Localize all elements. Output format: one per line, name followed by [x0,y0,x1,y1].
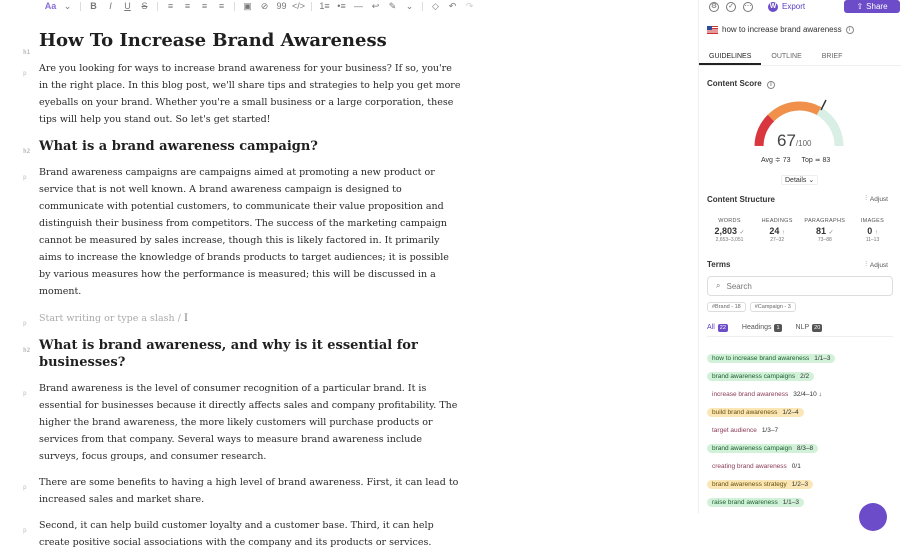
block-tag-label: p [23,174,27,181]
term-count: 0/1 [791,462,801,470]
term-chip: raise brand awareness 1/1–3 [707,498,804,507]
content-score-label: Content Score [707,79,762,88]
block-tag-label: h2 [23,148,31,155]
block-tag-label: p [23,70,27,77]
quote-icon[interactable]: 99 [276,1,287,11]
adjust-label: Adjust [869,261,888,269]
block-tag-label: p [23,527,27,534]
align-justify-icon[interactable]: ≡ [218,1,225,11]
term-item[interactable] [707,349,897,367]
score-benchmarks [761,156,830,164]
block-tag-label: p [23,390,27,397]
tab-label: NLP [795,324,810,331]
content-structure-title: Content Structure [707,195,775,204]
adjust-terms-button[interactable] [865,261,888,269]
divider [80,2,81,11]
gauge-orange-segment [771,106,819,118]
paragraph[interactable] [0,517,698,551]
share-label: Share [866,2,888,11]
terms-title: Terms [707,260,731,269]
export-button[interactable] [768,2,805,12]
term-chip: how to increase brand awareness 1/1–3 [707,354,835,363]
block-tag-label: h1 [23,49,31,56]
content-score-title [707,79,775,89]
underline-button[interactable]: U [124,1,131,11]
editor-toolbar [0,0,698,12]
count-badge: 1 [776,325,780,331]
stat-label: HEADINGS [761,218,793,224]
hard-break-icon[interactable]: ↩ [371,0,380,11]
bold-button[interactable]: B [90,1,97,11]
term-count: 2/2 [800,372,810,380]
link-icon[interactable]: ⊘ [260,0,269,11]
strikethrough-button[interactable]: S [141,1,148,11]
details-dropdown[interactable]: Details ⌄ [781,175,818,185]
stat-range: 2,653–3,051 [715,237,744,243]
term-group-pills [707,302,796,312]
stat-value: 81 ✓ [816,226,834,236]
divider [234,2,235,11]
block-tag-label: h2 [23,347,31,354]
horizontal-rule-icon[interactable]: — [354,1,363,11]
keyword-text: how to increase brand awareness [722,25,842,34]
guidelines-panel [698,0,900,513]
paragraph[interactable] [0,60,698,128]
stat-value: 2,803 ✓ [714,226,745,236]
section-heading[interactable] [0,138,698,155]
count-badge: 22 [719,325,726,331]
term-count: 8/3–8 [796,444,814,452]
check-icon: ✓ [828,230,834,236]
tab-guidelines[interactable]: GUIDELINES [699,50,761,65]
paragraph-text: There are some benefits to having a high level of brand awareness. First, it can lead to increased sales and market share. [39,477,459,505]
score-number: 67 [777,131,796,150]
divider [157,2,158,11]
text-cursor-icon: I [184,313,188,324]
arrow-up-icon: ↑ [781,230,785,236]
term-item[interactable] [707,439,897,457]
structure-stats [707,218,895,243]
search-icon: ⌕ [716,281,721,290]
section-heading[interactable] [0,337,698,371]
stat-range: 73–88 [817,237,832,243]
term-item[interactable] [707,421,897,439]
score-max: /100 [795,139,812,148]
empty-paragraph-placeholder[interactable] [0,310,698,327]
tab-nlp-terms[interactable] [796,324,823,336]
term-count: 32/4–10 ↓ [793,390,822,398]
adjust-label: Adjust [869,195,888,203]
arrow-up-icon: ↑ [874,230,878,236]
settings-icon[interactable]: ⚙ [710,2,718,10]
term-chip: creating brand awareness 0/1 [712,462,801,470]
paragraph[interactable] [0,380,698,465]
text-style-button[interactable]: Aa [44,1,57,11]
stat-label: IMAGES [860,218,885,224]
sliders-icon: ⫶ [865,195,867,202]
top-score: Top ≖ 83 [801,157,831,164]
term-chip: build brand awareness 1/2–4 [707,408,804,417]
stat-images [850,218,895,243]
terms-list [707,349,897,511]
term-count: 1/2–3 [791,480,809,488]
gauge-red-segment [759,118,771,146]
check-icon[interactable]: ✓ [726,2,736,12]
stat-paragraphs [802,218,847,243]
tab-all-terms[interactable] [707,324,728,336]
term-chip: brand awareness campaigns 2/2 [707,372,814,381]
info-icon[interactable]: i [767,81,775,89]
stat-range: 27–32 [770,237,785,243]
target-keyword [707,25,854,34]
term-item[interactable] [707,475,897,493]
stat-value: 0 ↑ [867,226,878,236]
term-count: 1/1–3 [782,498,800,506]
block-tag-label: p [23,320,27,327]
stat-headings [755,218,800,243]
align-center-icon[interactable]: ≡ [184,1,191,11]
italic-button[interactable]: I [109,1,112,11]
chevron-down-icon[interactable]: ⌄ [405,0,414,11]
term-item[interactable] [707,403,897,421]
gauge-needle [821,100,826,110]
content-score-value [777,131,812,151]
image-icon[interactable]: ▣ [243,0,252,11]
page-title[interactable] [0,24,698,57]
paragraph-text: Are you looking for ways to increase brand awareness for your business? If so, you're in the right place. In this blog post, we'll share tips and strategies to help you get more eyeballs on your brand. Whether you're a small business or a large corporation, these tips will help you stand out. So let's get started! [39,63,461,125]
code-icon[interactable]: </> [291,1,305,11]
term-item[interactable] [707,385,897,403]
divider [422,2,423,11]
count-badge: 20 [814,325,821,331]
terms-filter-tabs [707,324,893,337]
sliders-icon: ⫶ [865,261,867,268]
stat-range: 11–13 [865,237,880,243]
bullet-list-icon[interactable]: •≡ [337,1,346,11]
paragraph[interactable] [0,164,698,300]
info-icon[interactable]: i [846,26,854,34]
pill-brand[interactable]: #Brand - 18 [707,302,746,312]
tab-label: All [707,324,715,331]
paragraph-text: Second, it can help build customer loyalty and a customer base. Third, it can help create positive social associations with the company and its products or services. [39,520,434,548]
tab-heading-terms[interactable] [742,324,782,336]
share-icon: ⇧ [856,2,864,11]
tab-outline[interactable]: OUTLINE [771,53,802,60]
adjust-structure-button[interactable] [865,195,888,203]
align-right-icon[interactable]: ≡ [201,1,208,11]
term-item[interactable] [707,457,897,475]
term-chip: brand awareness strategy 1/2–3 [707,480,813,489]
term-chip: brand awareness campaign 8/3–8 [707,444,818,453]
panel-tabs [699,50,901,66]
highlight-icon[interactable]: ✎ [388,0,397,11]
export-label: Export [782,2,806,11]
avg-score: Avg ≑ 73 [761,157,791,164]
paragraph[interactable] [0,474,698,508]
heading-text: What is a brand awareness campaign? [39,139,318,154]
check-icon: ✓ [739,230,745,236]
share-button[interactable] [844,0,900,13]
chevron-down-icon[interactable]: ⌄ [63,0,72,11]
pill-campaign[interactable]: #Campaign - 3 [750,302,796,312]
heading-text: What is brand awareness, and why is it essential for businesses? [39,338,418,370]
stat-value: 24 ↑ [769,226,785,236]
term-chip: target audience 1/3–7 [712,426,779,434]
term-item[interactable] [707,367,897,385]
stat-label: WORDS [718,218,741,224]
placeholder-text: Start writing or type a slash / [39,313,181,324]
divider [311,2,312,11]
term-count: 1/3–7 [761,426,779,434]
us-flag-icon [707,26,718,34]
paragraph-text: Brand awareness campaigns are campaigns aimed at promoting a new product or service that is not well known. A brand awareness campaign is designed to communicate with potential customers, to communicate their value proposition and distinguish their business from competitors. The success of the marketing campaign cannot be measured by sales increase, though this is likely factored in. It primarily aims to increase the knowledge of brands products to target audiences; it is possible by various measures how the performance is measured; this will be discussed in a moment. [39,167,449,297]
more-icon[interactable]: ⋯ [744,2,752,10]
heading-text: How To Increase Brand Awareness [39,30,387,51]
editor-content[interactable] [0,24,698,548]
search-placeholder: Search [726,281,752,291]
tab-brief[interactable]: BRIEF [821,53,843,60]
undo-icon[interactable]: ↶ [448,0,457,11]
term-count: 1/2–4 [782,408,799,416]
stat-words [707,218,752,243]
term-chip: increase brand awareness 32/4–10 ↓ [712,390,822,398]
wordpress-icon: W [769,2,777,10]
panel-topbar [699,0,900,13]
ordered-list-icon[interactable]: 1≡ [319,1,330,11]
align-left-icon[interactable]: ≡ [167,1,174,11]
tab-label: Headings [741,324,772,331]
assistant-fab-button[interactable] [859,503,887,531]
clear-format-icon[interactable]: ◇ [432,0,439,11]
paragraph-text: Brand awareness is the level of consumer recognition of a particular brand. It is essential for businesses because it directly affects sales and company profitability. The higher the brand awareness, the more likely customers will purchase products or services from that company. Several ways to measure brand awareness include surveys, focus groups, and consumer research. [39,383,458,462]
stat-label: PARAGRAPHS [804,218,846,224]
term-count: 1/1–3 [814,354,831,362]
block-tag-label: p [23,484,27,491]
terms-search-input[interactable] [707,276,893,296]
redo-icon[interactable]: ↷ [465,0,474,11]
